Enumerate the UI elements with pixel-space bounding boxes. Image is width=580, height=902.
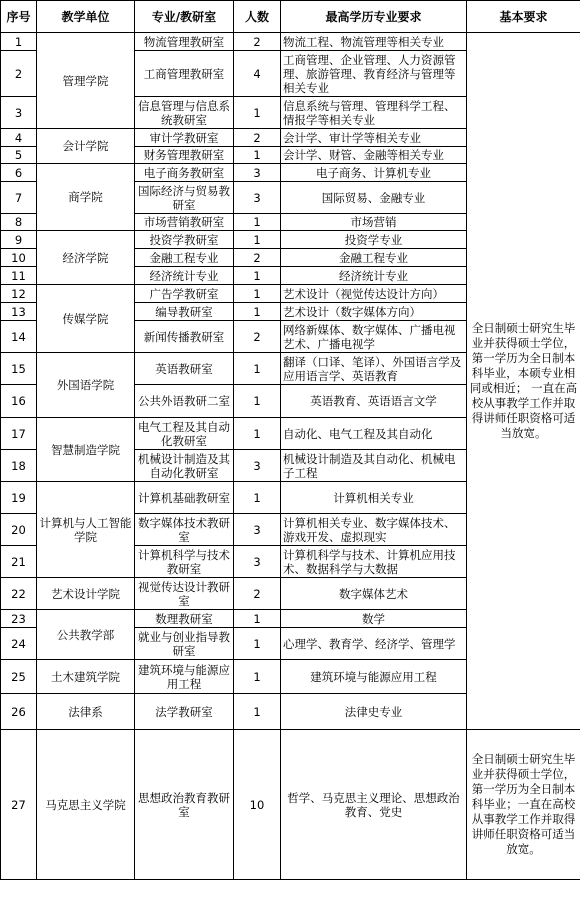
- header-basic: 基本要求: [467, 1, 580, 33]
- dept-cell: 工商管理教研室: [135, 51, 234, 97]
- unit-cell: 传媒学院: [37, 285, 135, 353]
- count-cell: 2: [234, 578, 281, 610]
- dept-cell: 视觉传达设计教研室: [135, 578, 234, 610]
- dept-cell: 思想政治教育教研室: [135, 730, 234, 880]
- count-cell: 1: [234, 610, 281, 628]
- count-cell: 1: [234, 482, 281, 514]
- unit-cell: 智慧制造学院: [37, 418, 135, 482]
- req-cell: 工商管理、企业管理、人力资源管理、旅游管理、教育经济与管理等相关专业: [281, 51, 467, 97]
- dept-cell: 法学教研室: [135, 694, 234, 730]
- count-cell: 2: [234, 249, 281, 267]
- row-no: 2: [1, 51, 37, 97]
- dept-cell: 广告学教研室: [135, 285, 234, 303]
- req-cell: 会计学、审计学等相关专业: [281, 129, 467, 147]
- req-cell: 哲学、马克思主义理论、思想政治教育、党史: [281, 730, 467, 880]
- dept-cell: 财务管理教研室: [135, 147, 234, 164]
- req-cell: 翻译（口译、笔译）、外国语言学及应用语言学、英语教育: [281, 353, 467, 385]
- unit-cell: 外国语学院: [37, 353, 135, 418]
- row-no: 26: [1, 694, 37, 730]
- count-cell: 2: [234, 321, 281, 353]
- dept-cell: 机械设计制造及其自动化教研室: [135, 450, 234, 482]
- req-cell: 建筑环境与能源应用工程: [281, 660, 467, 694]
- row-no: 21: [1, 546, 37, 578]
- dept-cell: 物流管理教研室: [135, 33, 234, 51]
- dept-cell: 编导教研室: [135, 303, 234, 321]
- req-cell: 数学: [281, 610, 467, 628]
- dept-cell: 计算机科学与技术教研室: [135, 546, 234, 578]
- unit-cell: 公共教学部: [37, 610, 135, 660]
- count-cell: 1: [234, 147, 281, 164]
- row-no: 16: [1, 385, 37, 418]
- row-no: 6: [1, 164, 37, 182]
- row-no: 9: [1, 231, 37, 249]
- count-cell: 1: [234, 214, 281, 231]
- header-unit: 教学单位: [37, 1, 135, 33]
- req-cell: 法律史专业: [281, 694, 467, 730]
- dept-cell: 审计学教研室: [135, 129, 234, 147]
- count-cell: 1: [234, 303, 281, 321]
- row-no: 10: [1, 249, 37, 267]
- row-no: 12: [1, 285, 37, 303]
- count-cell: 3: [234, 546, 281, 578]
- count-cell: 1: [234, 231, 281, 249]
- req-cell: 机械设计制造及其自动化、机械电子工程: [281, 450, 467, 482]
- row-no: 14: [1, 321, 37, 353]
- req-cell: 英语教育、英语语言文学: [281, 385, 467, 418]
- count-cell: 1: [234, 694, 281, 730]
- count-cell: 4: [234, 51, 281, 97]
- dept-cell: 电气工程及其自动化教研室: [135, 418, 234, 450]
- row-no: 17: [1, 418, 37, 450]
- dept-cell: 金融工程专业: [135, 249, 234, 267]
- basic-req-cell: 全日制硕士研究生毕业并获得硕士学位，第一学历为全日制本科毕业，本硕专业相同或相近； 一直在高校从事教学工作并取得讲师任职资格可适当放宽。: [467, 33, 580, 730]
- unit-cell: 会计学院: [37, 129, 135, 164]
- count-cell: 1: [234, 385, 281, 418]
- dept-cell: 公共外语教研二室: [135, 385, 234, 418]
- req-cell: 自动化、电气工程及其自动化: [281, 418, 467, 450]
- dept-cell: 英语教研室: [135, 353, 234, 385]
- req-cell: 经济统计专业: [281, 267, 467, 285]
- dept-cell: 建筑环境与能源应用工程: [135, 660, 234, 694]
- dept-cell: 计算机基础教研室: [135, 482, 234, 514]
- count-cell: 1: [234, 628, 281, 660]
- req-cell: 国际贸易、金融专业: [281, 182, 467, 214]
- row-no: 11: [1, 267, 37, 285]
- row-no: 7: [1, 182, 37, 214]
- row-no: 3: [1, 97, 37, 129]
- header-dept: 专业/教研室: [135, 1, 234, 33]
- dept-cell: 经济统计专业: [135, 267, 234, 285]
- count-cell: 1: [234, 660, 281, 694]
- row-no: 15: [1, 353, 37, 385]
- unit-cell: 经济学院: [37, 231, 135, 285]
- req-cell: 网络新媒体、数字媒体、广播电视艺术、广播电视学: [281, 321, 467, 353]
- count-cell: 3: [234, 514, 281, 546]
- unit-cell: 商学院: [37, 164, 135, 231]
- dept-cell: 数理教研室: [135, 610, 234, 628]
- row-no: 4: [1, 129, 37, 147]
- count-cell: 10: [234, 730, 281, 880]
- header-count: 人数: [234, 1, 281, 33]
- header-req: 最高学历专业要求: [281, 1, 467, 33]
- count-cell: 2: [234, 33, 281, 51]
- req-cell: 数字媒体艺术: [281, 578, 467, 610]
- unit-cell: 土木建筑学院: [37, 660, 135, 694]
- req-cell: 计算机相关专业: [281, 482, 467, 514]
- count-cell: 2: [234, 129, 281, 147]
- row-no: 19: [1, 482, 37, 514]
- row-no: 23: [1, 610, 37, 628]
- count-cell: 1: [234, 418, 281, 450]
- row-no: 5: [1, 147, 37, 164]
- count-cell: 3: [234, 450, 281, 482]
- req-cell: 艺术设计（视觉传达设计方向）: [281, 285, 467, 303]
- row-no: 27: [1, 730, 37, 880]
- row-no: 25: [1, 660, 37, 694]
- dept-cell: 就业与创业指导教研室: [135, 628, 234, 660]
- row-no: 22: [1, 578, 37, 610]
- unit-cell: 艺术设计学院: [37, 578, 135, 610]
- row-no: 24: [1, 628, 37, 660]
- req-cell: 金融工程专业: [281, 249, 467, 267]
- dept-cell: 信息管理与信息系统教研室: [135, 97, 234, 129]
- row-no: 13: [1, 303, 37, 321]
- dept-cell: 数字媒体技术教研室: [135, 514, 234, 546]
- dept-cell: 市场营销教研室: [135, 214, 234, 231]
- req-cell: 计算机相关专业、数字媒体技术、游戏开发、虚拟现实: [281, 514, 467, 546]
- req-cell: 市场营销: [281, 214, 467, 231]
- unit-cell: 马克思主义学院: [37, 730, 135, 880]
- table-row: [1, 730, 580, 880]
- count-cell: 1: [234, 267, 281, 285]
- unit-cell: 管理学院: [37, 33, 135, 129]
- basic-req-cell: 全日制硕士研究生毕业并获得硕士学位，第一学历为全日制本科毕业；一直在高校从事教学工作并取得讲师任职资格可适当放宽。: [467, 730, 580, 880]
- row-no: 18: [1, 450, 37, 482]
- row-no: 8: [1, 214, 37, 231]
- header-row: [1, 1, 580, 33]
- req-cell: 心理学、教育学、经济学、管理学: [281, 628, 467, 660]
- dept-cell: 新闻传播教研室: [135, 321, 234, 353]
- req-cell: 电子商务、计算机专业: [281, 164, 467, 182]
- count-cell: 1: [234, 97, 281, 129]
- count-cell: 3: [234, 164, 281, 182]
- row-no: 20: [1, 514, 37, 546]
- dept-cell: 电子商务教研室: [135, 164, 234, 182]
- row-no: 1: [1, 33, 37, 51]
- unit-cell: 计算机与人工智能学院: [37, 482, 135, 578]
- req-cell: 信息系统与管理、管理科学工程、情报学等相关专业: [281, 97, 467, 129]
- dept-cell: 国际经济与贸易教研室: [135, 182, 234, 214]
- header-no: 序号: [1, 1, 37, 33]
- count-cell: 1: [234, 285, 281, 303]
- count-cell: 3: [234, 182, 281, 214]
- unit-cell: 法律系: [37, 694, 135, 730]
- req-cell: 投资学专业: [281, 231, 467, 249]
- table-row: [1, 33, 580, 51]
- req-cell: 会计学、财管、金融等相关专业: [281, 147, 467, 164]
- req-cell: 物流工程、物流管理等相关专业: [281, 33, 467, 51]
- req-cell: 艺术设计（数字媒体方向）: [281, 303, 467, 321]
- dept-cell: 投资学教研室: [135, 231, 234, 249]
- req-cell: 计算机科学与技术、计算机应用技术、数据科学与大数据: [281, 546, 467, 578]
- count-cell: 1: [234, 353, 281, 385]
